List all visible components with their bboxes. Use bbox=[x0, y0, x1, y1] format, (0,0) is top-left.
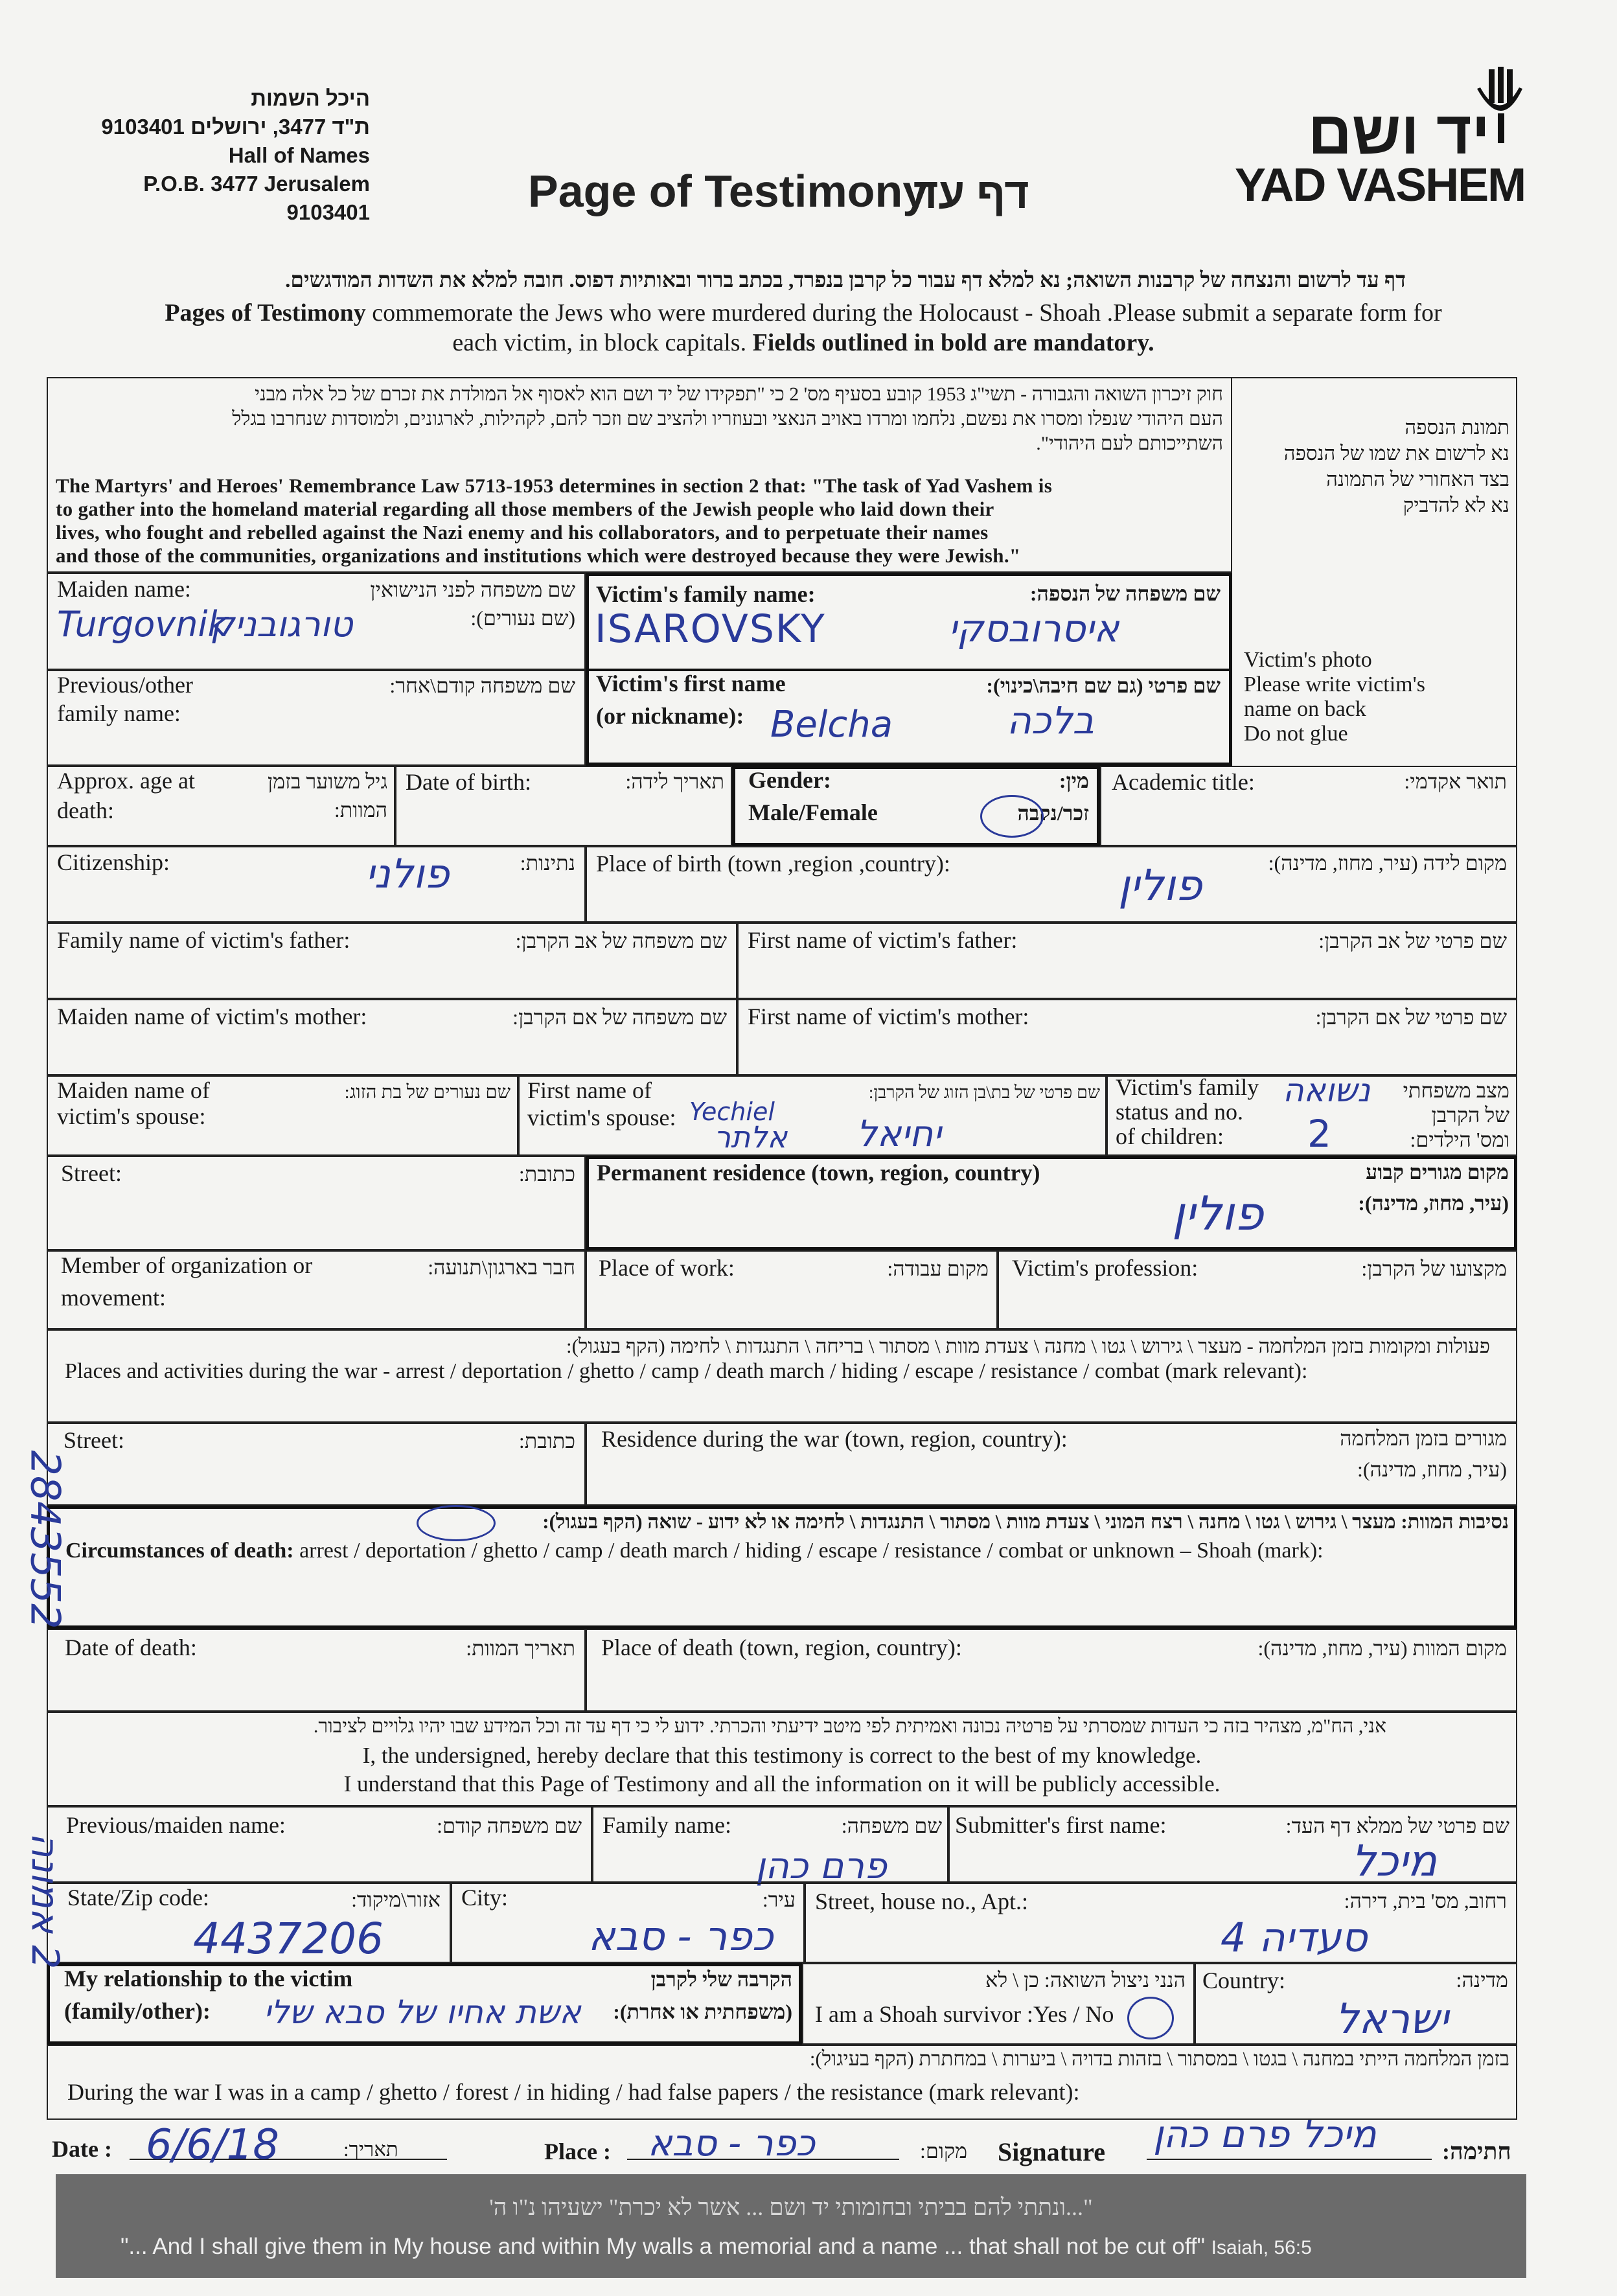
mother-first-label: First name of victim's mother: bbox=[748, 1004, 1029, 1029]
organization-label: Member of organization or bbox=[61, 1252, 313, 1278]
permanent-residence-label: Permanent residence (town, region, country) bbox=[597, 1160, 1040, 1186]
survivor-label-he: הנני ניצול השואה: כן \ לא bbox=[985, 1968, 1186, 1992]
war-street-label: Street: bbox=[63, 1427, 124, 1453]
mother-first-cell bbox=[737, 999, 1517, 1075]
spouse-first-value-he[interactable]: יחיאל bbox=[856, 1113, 941, 1155]
declaration-en-1: I, the undersigned, hereby declare that this testimony is correct to the best of my knowledge. bbox=[362, 1743, 1202, 1768]
date-of-death-label: Date of death: bbox=[65, 1635, 197, 1660]
first-name-label-2: (or nickname): bbox=[596, 703, 744, 729]
signature-label-he: חתימה: bbox=[1442, 2139, 1511, 2164]
dob-label-he: תאריך לידה: bbox=[625, 770, 724, 793]
photo-he-3: בצד האחורי של התמונה bbox=[1326, 468, 1509, 490]
survivor-cell bbox=[802, 1963, 1195, 2045]
spouse-maiden-cell bbox=[47, 1075, 518, 1156]
war-location-label-he: בזמן המלחמה הייתי במחנה \ בגטו \ במסתור \ בזהות בדויה \ ביערות \ במחתרת (הקף בעיגול): bbox=[809, 2047, 1509, 2070]
war-activities-cell bbox=[47, 1329, 1517, 1423]
submitter-street-cell bbox=[805, 1883, 1517, 1963]
war-residence-label-he: מגורים בזמן המלחמה bbox=[1340, 1427, 1507, 1450]
citizenship-value[interactable]: פולני bbox=[365, 850, 450, 897]
submitter-family-name-label-he: שם משפחה: bbox=[841, 1814, 942, 1837]
maiden-name-label-he-2: (שם נעורים): bbox=[470, 606, 575, 630]
street-cell bbox=[47, 1156, 586, 1250]
country-label: Country: bbox=[1202, 1968, 1286, 1993]
mother-maiden-label: Maiden name of victim's mother: bbox=[57, 1004, 367, 1029]
submitter-city-label-he: עיר: bbox=[762, 1888, 796, 1911]
previous-family-name-label-2: family name: bbox=[57, 700, 181, 726]
spouse-first-value-he-2[interactable]: אלתר bbox=[714, 1119, 788, 1154]
relationship-label: My relationship to the victim bbox=[64, 1966, 353, 1992]
hall-en-1: Hall of Names bbox=[228, 143, 370, 167]
photo-en-2: Please write victim's bbox=[1244, 672, 1425, 696]
dob-cell bbox=[395, 766, 732, 846]
law-he-2: העם היהודי שנפלו ומסרו את נפשם, נלחמו ומרדו באויב הנאצי ובעוזריו ולהציב שם וזכר להם, לקהילות, לארגונים, ולמוסדות שנחרבו בגלל bbox=[232, 408, 1223, 430]
submitter-prev-maiden-label-he: שם משפחה קודם: bbox=[437, 1814, 582, 1837]
war-activities-label: Places and activities during the war - arrest / deportation / ghetto / camp / death march / hiding / escape / resistance / combat (mark relevant): bbox=[65, 1359, 1308, 1383]
family-name-value-he[interactable]: איסרובסקי bbox=[948, 606, 1119, 650]
survivor-label[interactable]: I am a Shoah survivor :Yes / No bbox=[815, 2001, 1114, 2027]
gender-cell bbox=[732, 766, 1100, 846]
declaration-cell bbox=[47, 1712, 1517, 1806]
street-label-he: כתובת: bbox=[518, 1162, 575, 1186]
submitter-first-name-cell bbox=[948, 1806, 1517, 1886]
law-he bbox=[57, 382, 1223, 456]
signature-value[interactable]: מיכל פרם כהן bbox=[1153, 2112, 1377, 2156]
logo-he: יד ושם bbox=[1308, 98, 1490, 166]
submitter-zip-cell bbox=[47, 1883, 451, 1963]
mother-maiden-label-he: שם משפחה של אם הקרבן: bbox=[512, 1005, 727, 1029]
family-status-cell bbox=[1107, 1072, 1517, 1156]
photo-he-1: תמונת הנספה bbox=[1405, 416, 1509, 439]
maiden-name-value-he[interactable]: טורגובניק bbox=[210, 604, 353, 645]
spouse-first-cell bbox=[518, 1075, 1107, 1156]
hall-he-1: היכל השמות bbox=[251, 86, 370, 110]
relationship-label-2: (family/other): bbox=[64, 1998, 211, 2024]
submitter-zip-label-he: אזור\מיקוד: bbox=[351, 1888, 441, 1911]
profession-label: Victim's profession: bbox=[1012, 1255, 1198, 1281]
gender-female-circle bbox=[980, 795, 1044, 838]
family-status-label-he: מצב משפחתי bbox=[1403, 1079, 1509, 1102]
spouse-first-label-2: victim's spouse: bbox=[527, 1105, 676, 1131]
photo-box bbox=[1244, 415, 1509, 746]
first-name-label: Victim's first name bbox=[596, 671, 786, 696]
submitter-city-cell bbox=[451, 1883, 805, 1963]
family-status-label: Victim's family bbox=[1116, 1074, 1259, 1100]
profession-label-he: מקצועו של הקרבן: bbox=[1361, 1257, 1507, 1280]
gender-label-he: מין: bbox=[1059, 769, 1089, 792]
maiden-name-value[interactable]: Turgovnik bbox=[57, 604, 228, 645]
war-residence-label-he-2: (עיר, מחוז, מדינה): bbox=[1357, 1458, 1507, 1481]
father-family-label: Family name of victim's father: bbox=[57, 927, 350, 953]
quote-en-text: "... And I shall give them in My house and within My walls a memorial and a name ... that shall not be cut off" bbox=[120, 2234, 1205, 2259]
hall-en-2: P.O.B. 3477 Jerusalem 9103401 bbox=[143, 172, 370, 224]
submitter-street-label-he: רחוב, מס' בית, דירה: bbox=[1344, 1889, 1507, 1912]
spouse-first-value[interactable]: Yechiel bbox=[689, 1097, 775, 1126]
photo-en-4: Do not glue bbox=[1244, 722, 1348, 746]
country-value[interactable]: ישראל bbox=[1335, 1995, 1449, 2043]
quote-ref: Isaiah, 56:5 bbox=[1211, 2237, 1312, 2258]
circumstances-label-he: נסיבות המוות: מעצר \ גירוש \ גטו \ מחנה \ רצח המוני \ צעדת מוות \ מסתור \ התנגדות \ לחימה או לא ידוע - שואה (הקף בעגול): bbox=[542, 1510, 1509, 1533]
place-label: Place : bbox=[544, 2139, 611, 2164]
circumstances-cell bbox=[47, 1506, 1517, 1629]
place-of-birth-label-he: מקום לידה (עיר, מחוז, מדינה): bbox=[1268, 851, 1507, 875]
family-status-label-3: of children: bbox=[1116, 1123, 1224, 1149]
war-location-label: During the war I was in a camp / ghetto / forest / in hiding / had false papers / the resistance (mark relevant): bbox=[67, 2079, 1080, 2105]
permanent-residence-value[interactable]: פולין bbox=[1172, 1186, 1264, 1241]
relationship-label-he: הקרבה שלי לקרבן bbox=[650, 1968, 792, 1991]
law-en-4: and those of the communities, organizations and institutions which were destroyed because they were Jewish." bbox=[56, 544, 1021, 567]
date-of-death-cell bbox=[47, 1629, 586, 1712]
submitter-street-value[interactable]: סעדיה 4 bbox=[1221, 1914, 1368, 1961]
relationship-value[interactable]: אשת אחיו של סבא שלי bbox=[264, 1993, 581, 2031]
previous-family-name-cell bbox=[47, 670, 586, 766]
organization-cell bbox=[47, 1250, 586, 1329]
place-of-birth-value[interactable]: פולין bbox=[1118, 860, 1202, 910]
submitter-prev-maiden-cell bbox=[47, 1806, 592, 1883]
place-of-birth-label: Place of birth (town ,region ,country): bbox=[596, 851, 950, 877]
date-value[interactable]: 6/6/18 bbox=[146, 2121, 279, 2169]
declaration-en bbox=[48, 1741, 1516, 1798]
father-first-label: First name of victim's father: bbox=[748, 927, 1018, 953]
logo-en: YAD VASHEM bbox=[1235, 159, 1526, 211]
academic-title-label-he: תואר אקדמי: bbox=[1404, 770, 1507, 793]
intro-en bbox=[39, 298, 1568, 358]
declaration-he: אני, הח"מ, מצהיר בזה כי העדות שמסרתי על פרטיה נכונה ואמיתית לפי מיטב ידיעתי והכרתי. ידוע לי כי דף עד זה וכל המידע שבו יהיו גלויים לציבור. bbox=[313, 1716, 1386, 1737]
first-name-value[interactable]: Belcha bbox=[770, 704, 893, 746]
family-name-cell bbox=[586, 573, 1232, 670]
spouse-maiden-label-he: שם נעורים של בת הזוג: bbox=[344, 1082, 510, 1103]
citizenship-label-he: נתינות: bbox=[520, 851, 575, 875]
law-he-1: חוק זיכרון השואה והגבורה - תשי"ג 1953 קובע בסעיף מס' 2 כי "תפקידו של יד ושם הוא לאסוף אל המולדת את זכרם של כל אלה מבני bbox=[255, 384, 1223, 405]
age-cell bbox=[47, 766, 395, 846]
submitter-zip-label: State/Zip code: bbox=[67, 1885, 209, 1911]
margin-note: 2 אמונה bbox=[23, 1832, 67, 1969]
hall-of-names-address bbox=[59, 84, 370, 227]
family-name-label: Victim's family name: bbox=[596, 581, 816, 607]
organization-label-he: חבר בארגון\תנועה: bbox=[428, 1256, 575, 1279]
children-count-value[interactable]: 2 bbox=[1307, 1112, 1331, 1156]
war-activities-label-he: פעולות ומקומות בזמן המלחמה - מעצר \ גירוש \ גטו \ מחנה \ צעדת מוות \ מסתור \ בריחה \ התנגדות \ לחימה (הקף בעגול): bbox=[566, 1335, 1490, 1357]
photo-box-en bbox=[1244, 648, 1509, 746]
academic-title-label: Academic title: bbox=[1112, 769, 1255, 795]
date-of-death-label-he: תאריך המוות: bbox=[466, 1636, 575, 1660]
signature-label: Signature bbox=[998, 2137, 1105, 2166]
citizenship-cell bbox=[47, 846, 586, 923]
previous-family-name-label: Previous/other bbox=[57, 672, 193, 698]
submitter-first-name-label: Submitter's first name: bbox=[955, 1812, 1167, 1838]
intro-en-2: each victim, in block capitals. bbox=[452, 329, 753, 356]
father-family-label-he: שם משפחה של אב הקרבן: bbox=[515, 929, 727, 952]
war-street-label-he: כתובת: bbox=[518, 1429, 575, 1452]
survivor-no-circle bbox=[1127, 1997, 1174, 2039]
maiden-name-label-he: שם משפחה לפני הנישואין bbox=[370, 578, 575, 601]
submitter-first-name-value[interactable]: מיכל bbox=[1351, 1836, 1437, 1886]
submitter-first-name-label-he: שם פרטי של ממלא דף העד: bbox=[1285, 1814, 1509, 1837]
family-name-label-he: שם משפחה של הנספה: bbox=[1029, 582, 1221, 605]
place-of-birth-cell bbox=[586, 846, 1517, 923]
place-of-death-label: Place of death (town, region, country): bbox=[601, 1635, 962, 1660]
photo-box-he bbox=[1244, 415, 1509, 518]
place-of-work-cell bbox=[586, 1250, 998, 1329]
law-he-3: השתייכותם לעם היהודי". bbox=[1036, 433, 1223, 454]
spouse-first-label: First name of bbox=[527, 1077, 652, 1103]
previous-family-name-label-he: שם משפחה קודם\אחר: bbox=[389, 674, 575, 697]
intro-en-bold-1: Pages of Testimony bbox=[165, 299, 366, 327]
circumstances-label-rest: arrest / deportation / ghetto / camp / death march / hiding / escape / resistance / combat or unknown – Shoah (mark): bbox=[293, 1539, 1324, 1563]
submitter-street-label: Street, house no., Apt.: bbox=[815, 1888, 1028, 1914]
father-first-cell bbox=[737, 923, 1517, 999]
law-en-3: lives, who fought and rebelled against the Nazi enemy and his collaborators, and to perpetuate their names bbox=[56, 521, 989, 544]
age-label-he-2: המוות: bbox=[334, 798, 387, 821]
family-name-value[interactable]: ISAROVSKY bbox=[595, 606, 826, 652]
place-label-he: מקום: bbox=[920, 2139, 968, 2163]
permanent-residence-label-he-2: (עיר, מחוז, מדינה): bbox=[1358, 1191, 1509, 1215]
place-of-work-label-he: מקום עבודה: bbox=[887, 1257, 989, 1280]
family-status-label-2: status and no. bbox=[1116, 1099, 1243, 1125]
mother-maiden-cell bbox=[47, 999, 737, 1075]
yad-vashem-logo bbox=[1231, 62, 1529, 217]
law-en-1: The Martyrs' and Heroes' Remembrance Law 5713-1953 determines in section 2 that: "The task of Yad Vashem is bbox=[56, 474, 1053, 497]
age-label-he: גיל משוער בזמן bbox=[267, 770, 387, 793]
father-family-cell bbox=[47, 923, 737, 999]
submitter-family-name-label: Family name: bbox=[602, 1812, 731, 1838]
street-label: Street: bbox=[61, 1160, 122, 1186]
circumstances-label-bold: Circumstances of death: bbox=[65, 1539, 294, 1563]
circumstances-label bbox=[65, 1537, 1324, 1565]
hall-he-2: ת"ד 3477, ירושלים 9103401 bbox=[101, 115, 370, 139]
maiden-name-label: Maiden name: bbox=[57, 576, 191, 602]
family-status-label-he-2: של הקרבן bbox=[1431, 1103, 1509, 1127]
mother-first-label-he: שם פרטי של אם הקרבן: bbox=[1315, 1005, 1507, 1029]
margin-id-number: 2843552 bbox=[21, 1450, 69, 1629]
family-status-value[interactable]: נשואה bbox=[1283, 1072, 1371, 1109]
photo-he-2: נא לרשום את שמו של הנספה bbox=[1283, 442, 1509, 465]
maiden-name-cell bbox=[47, 573, 586, 670]
intro-he: דף עד לרשום והנצחה של קרבנות השואה; נא למלא דף עבור כל קרבן בנפרד, בכתב ברור ובאותיות דפוס. חובה למלא את השדות המודגשים. bbox=[285, 269, 1406, 292]
war-street-cell bbox=[47, 1423, 586, 1506]
spouse-maiden-label: Maiden name of bbox=[57, 1077, 210, 1103]
date-label: Date : bbox=[52, 2136, 112, 2162]
family-status-label-he-3: ומס' הילדים: bbox=[1410, 1128, 1509, 1151]
submitter-family-name-value[interactable]: פרם כהן bbox=[755, 1845, 887, 1887]
form-title-he: דף עד bbox=[913, 169, 1029, 217]
spouse-first-label-he: שם פרטי של בת\בן הזוג של הקרבן: bbox=[868, 1083, 1100, 1102]
submitter-family-name-cell bbox=[592, 1806, 948, 1887]
country-cell bbox=[1195, 1963, 1517, 2045]
quote-band bbox=[56, 2174, 1526, 2278]
place-value[interactable]: כפר - סבא bbox=[648, 2122, 816, 2164]
law-box bbox=[47, 377, 1232, 573]
gender-label-he-2[interactable]: זכר/נקבה bbox=[1017, 801, 1089, 825]
submitter-zip-value[interactable]: 4437206 bbox=[193, 1914, 384, 1964]
photo-en-3: name on back bbox=[1244, 697, 1366, 721]
spouse-maiden-label-2: victim's spouse: bbox=[57, 1103, 206, 1129]
place-of-death-label-he: מקום המוות (עיר, מחוז, מדינה): bbox=[1257, 1636, 1507, 1660]
place-of-death-cell bbox=[586, 1629, 1517, 1712]
war-residence-cell bbox=[586, 1423, 1517, 1506]
war-residence-label: Residence during the war (town, region, country): bbox=[601, 1426, 1068, 1452]
first-name-label-he: שם פרטי (גם שם חיבה\כינוי): bbox=[986, 674, 1221, 697]
relationship-cell bbox=[47, 1963, 802, 2045]
date-label-he: תאריך: bbox=[343, 2138, 398, 2161]
signature-line bbox=[1147, 2159, 1432, 2160]
place-of-work-label: Place of work: bbox=[599, 1255, 735, 1281]
quote-he: "...ונתתי להם בביתי ובחומותי יד ושם ... אשר לא יכרת" ישעיהו נ"ו ה' bbox=[489, 2194, 1093, 2220]
submitter-city-label: City: bbox=[461, 1885, 509, 1911]
age-label: Approx. age at bbox=[57, 768, 195, 794]
shoah-circle-mark bbox=[417, 1505, 496, 1541]
first-name-value-he[interactable]: בלכה bbox=[1007, 698, 1095, 742]
submitter-city-value[interactable]: כפר - סבא bbox=[588, 1912, 774, 1960]
submitter-prev-maiden-label: Previous/maiden name: bbox=[66, 1812, 286, 1838]
quote-en bbox=[120, 2234, 1312, 2260]
photo-he-4: נא לא להדביק bbox=[1403, 494, 1509, 516]
citizenship-label: Citizenship: bbox=[57, 849, 170, 875]
form-title-en: Page of Testimony bbox=[528, 166, 928, 216]
gender-label: Gender: bbox=[748, 767, 831, 793]
law-en bbox=[56, 474, 1052, 568]
declaration-en-2: I understand that this Page of Testimony and all the information on it will be publicly accessible. bbox=[343, 1771, 1221, 1797]
age-label-2: death: bbox=[57, 798, 114, 823]
photo-en-1: Victim's photo bbox=[1244, 648, 1372, 672]
academic-title-cell bbox=[1100, 766, 1517, 846]
first-name-cell bbox=[586, 670, 1232, 766]
profession-cell bbox=[998, 1250, 1517, 1329]
gender-label-2: Male/Female bbox=[748, 799, 878, 825]
war-location-cell bbox=[47, 2045, 1517, 2120]
organization-label-2: movement: bbox=[61, 1285, 166, 1311]
country-label-he: מדינה: bbox=[1456, 1968, 1508, 1992]
intro-en-1: commemorate the Jews who were murdered during the Holocaust - Shoah .Please submit a separate form for bbox=[365, 299, 1442, 327]
dob-label: Date of birth: bbox=[406, 769, 531, 795]
permanent-residence-label-he: מקום מגורים קבוע bbox=[1366, 1160, 1509, 1184]
relationship-label-he-2: (משפחתית או אחרת): bbox=[613, 2000, 792, 2023]
intro-en-bold-2: Fields outlined in bold are mandatory. bbox=[752, 329, 1154, 356]
law-en-2: to gather into the homeland material regarding all those members of the Jewish people who laid down their bbox=[56, 498, 994, 520]
permanent-residence-cell bbox=[586, 1156, 1517, 1250]
father-first-label-he: שם פרטי של אב הקרבן: bbox=[1318, 929, 1507, 952]
